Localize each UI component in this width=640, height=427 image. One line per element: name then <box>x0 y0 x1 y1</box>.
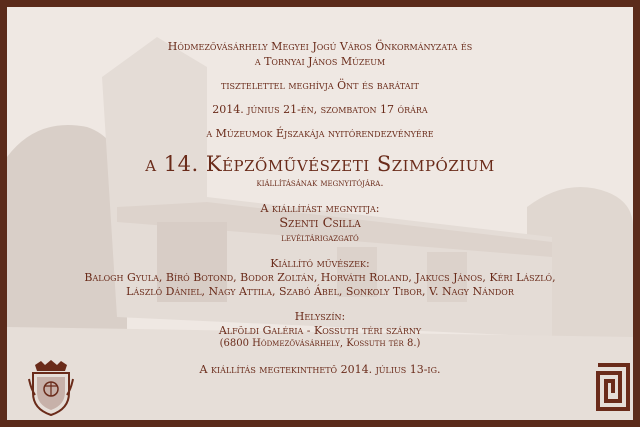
event-title-sub: kiállításának megnyitójára. <box>256 178 384 189</box>
artists-label: Kiállító művészek: <box>270 257 370 270</box>
opener-label: A kiállítást megnyitja: <box>260 202 380 215</box>
date-line: 2014. június 21-én, szombaton 17 órára <box>212 103 428 116</box>
opener-name: Szenti Csilla <box>279 216 361 231</box>
city-crest-icon <box>27 359 75 417</box>
opener-role: levéltárigazgató <box>281 233 359 244</box>
invite-line: tisztelettel meghívja Önt és barátait <box>220 79 419 92</box>
host-line-1: Hódmezővásárhely Megyei Jogú Város Önkormányzata és <box>167 40 473 53</box>
event-title: a 14. Képzőművészeti Szimpózium <box>145 152 495 176</box>
artists-line-1: Balogh Gyula, Bíró Botond, Bodor Zoltán, Horváth Roland, Jakucs János, Kéri László, <box>84 271 556 284</box>
greek-key-icon <box>595 362 631 412</box>
host-line-2: a Tornyai János Múzeum <box>254 55 386 68</box>
venue-label: Helyszín: <box>294 310 346 323</box>
closing-line: A kiállítás megtekinthető 2014. július 13-ig. <box>199 363 441 376</box>
artists-line-2: László Dániel, Nagy Attila, Szabó Ábel, Sonkoly Tibor, V. Nagy Nándor <box>126 285 514 298</box>
venue-address: (6800 Hódmezővásárhely, Kossuth tér 8.) <box>219 338 421 349</box>
event-line: a Múzeumok Éjszakája nyitórendezvényére <box>206 127 434 140</box>
venue-name: Alföldi Galéria - Kossuth téri szárny <box>218 324 422 337</box>
